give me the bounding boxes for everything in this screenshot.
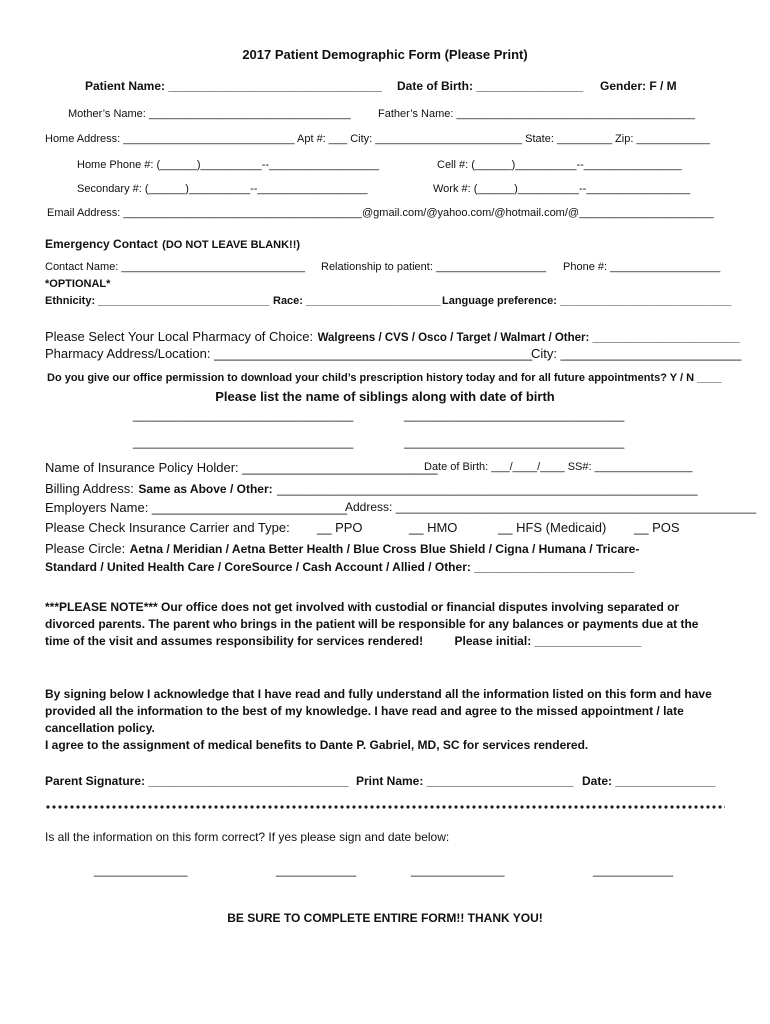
emergency-phone-field[interactable]: Phone #: __________________ <box>563 261 721 273</box>
confirm-signature-line[interactable]: ______________ <box>411 863 505 877</box>
pharmacy-address-field[interactable]: Pharmacy Address/Location: ____________________________________________ <box>45 346 533 361</box>
email-address-field[interactable]: Email Address: _______________________________________@gmail.com/@yahoo.com/@hotmail.com/@______________________ <box>47 207 714 219</box>
billing-line[interactable]: _______________________________________________________________ <box>277 482 698 496</box>
footer-reminder: BE SURE TO COMPLETE ENTIRE FORM!! THANK YOU! <box>227 911 543 925</box>
carrier-type-label: Please Check Insurance Carrier and Type: <box>45 520 290 535</box>
notice-line: ***PLEASE NOTE*** Our office does not get involved with custodial or financial disputes involving separated or <box>45 600 680 614</box>
home-phone-field[interactable]: Home Phone #: (______)__________--__________________ <box>77 159 380 171</box>
notice-line: time of the visit and assumes responsibility for services rendered! <box>45 634 424 648</box>
pharmacy-choice-row <box>45 329 740 345</box>
confirm-date-line[interactable]: ____________ <box>276 863 357 877</box>
pos-checkbox[interactable]: __ POS <box>634 520 680 535</box>
pharmacy-city-field[interactable]: City: _________________________ <box>531 346 742 361</box>
home-address-field[interactable]: Home Address: ____________________________ Apt #: ___ City: ________________________ State: _________ Zip: ____________ <box>45 133 710 145</box>
work-phone-field[interactable]: Work #: (______)__________--_________________ <box>433 183 691 195</box>
confirm-question: Is all the information on this form correct? If yes please sign and date below: <box>45 830 450 844</box>
emergency-contact-heading <box>45 236 300 252</box>
gender-field[interactable]: Gender: F / M <box>600 79 677 93</box>
initial-field[interactable]: Please initial: ________________ <box>454 634 642 648</box>
policy-holder-field[interactable]: Name of Insurance Policy Holder: ___________________________ <box>45 460 438 475</box>
emergency-heading-text: Emergency Contact <box>45 237 158 251</box>
mothers-name-field[interactable]: Mother’s Name: _________________________________ <box>68 108 351 120</box>
siblings-heading: Please list the name of siblings along with date of birth <box>215 389 555 404</box>
circle-label: Please Circle: <box>45 541 126 556</box>
acknowledge-line: provided all the information to the best of my knowledge. I have read and agree to the missed appointment / late <box>45 704 684 718</box>
ethnicity-field[interactable]: Ethnicity: ____________________________ <box>45 295 270 307</box>
patient-name-field[interactable]: Patient Name: ________________________________ <box>85 79 382 93</box>
sibling-line[interactable]: _________________________________ <box>133 435 354 449</box>
form-title: 2017 Patient Demographic Form (Please Print) <box>242 47 528 62</box>
ppo-checkbox[interactable]: __ PPO <box>317 520 363 535</box>
optional-label: *OPTIONAL* <box>45 278 111 290</box>
acknowledge-line: cancellation policy. <box>45 721 155 735</box>
acknowledge-line: By signing below I acknowledge that I have read and fully understand all the information listed on this form and have <box>45 687 712 701</box>
insurance-carrier-options-continued[interactable]: Standard / United Health Care / CoreSource / Cash Account / Allied / Other: ________________________ <box>45 560 635 574</box>
billing-address-row <box>45 481 698 497</box>
relationship-field[interactable]: Relationship to patient: __________________ <box>321 261 547 273</box>
cell-phone-field[interactable]: Cell #: (______)__________--________________ <box>437 159 682 171</box>
notice-line: divorced parents. The parent who brings in the patient will be responsible for any balances or payments due at the <box>45 617 699 631</box>
signature-date-field[interactable]: Date: _______________ <box>582 774 716 788</box>
acknowledgement-text <box>45 686 725 754</box>
confirm-signature-line[interactable]: ______________ <box>94 863 188 877</box>
sibling-line[interactable]: _________________________________ <box>404 408 625 422</box>
dotted-divider <box>45 805 725 809</box>
emergency-note: (DO NOT LEAVE BLANK!!) <box>162 239 301 251</box>
sibling-line[interactable]: _________________________________ <box>133 408 354 422</box>
hfs-medicaid-checkbox[interactable]: __ HFS (Medicaid) <box>498 520 607 535</box>
prescription-permission-question[interactable]: Do you give our office permission to download your child’s prescription history today and for all future appointments? Y / N ____ <box>47 372 722 384</box>
employer-address-field[interactable]: Address: ______________________________________________________ <box>345 500 757 514</box>
parent-signature-field[interactable]: Parent Signature: ______________________________ <box>45 774 349 788</box>
insurance-carrier-options[interactable]: Aetna / Meridian / Aetna Better Health / Blue Cross Blue Shield / Cigna / Humana / Tricare- <box>129 542 640 556</box>
sibling-line[interactable]: _________________________________ <box>404 435 625 449</box>
race-field[interactable]: Race: ______________________ <box>273 295 441 307</box>
language-field[interactable]: Language preference: ____________________________ <box>442 295 732 307</box>
notice-line-with-initial <box>45 633 725 650</box>
secondary-phone-field[interactable]: Secondary #: (______)__________--__________________ <box>77 183 368 195</box>
insurance-circle-row <box>45 541 639 557</box>
confirm-date-line[interactable]: ____________ <box>593 863 674 877</box>
holder-dob-ssn-field[interactable]: Date of Birth: ___/____/____ SS#: ________________ <box>424 461 693 473</box>
fathers-name-field[interactable]: Father’s Name: _______________________________________ <box>378 108 696 120</box>
date-of-birth-field[interactable]: Date of Birth: ________________ <box>397 79 584 93</box>
pharmacy-options[interactable]: Walgreens / CVS / Osco / Target / Walmart / Other: _______________________ <box>317 332 740 344</box>
hmo-checkbox[interactable]: __ HMO <box>409 520 458 535</box>
print-name-field[interactable]: Print Name: ______________________ <box>356 774 574 788</box>
contact-name-field[interactable]: Contact Name: ______________________________ <box>45 261 305 273</box>
custody-notice <box>45 599 725 650</box>
acknowledge-line: I agree to the assignment of medical benefits to Dante P. Gabriel, MD, SC for services rendered. <box>45 738 589 752</box>
employer-name-field[interactable]: Employers Name: ___________________________ <box>45 500 348 515</box>
pharmacy-prompt: Please Select Your Local Pharmacy of Choice: <box>45 329 314 344</box>
billing-label: Billing Address: <box>45 481 134 496</box>
billing-options[interactable]: Same as Above / Other: <box>138 482 273 496</box>
